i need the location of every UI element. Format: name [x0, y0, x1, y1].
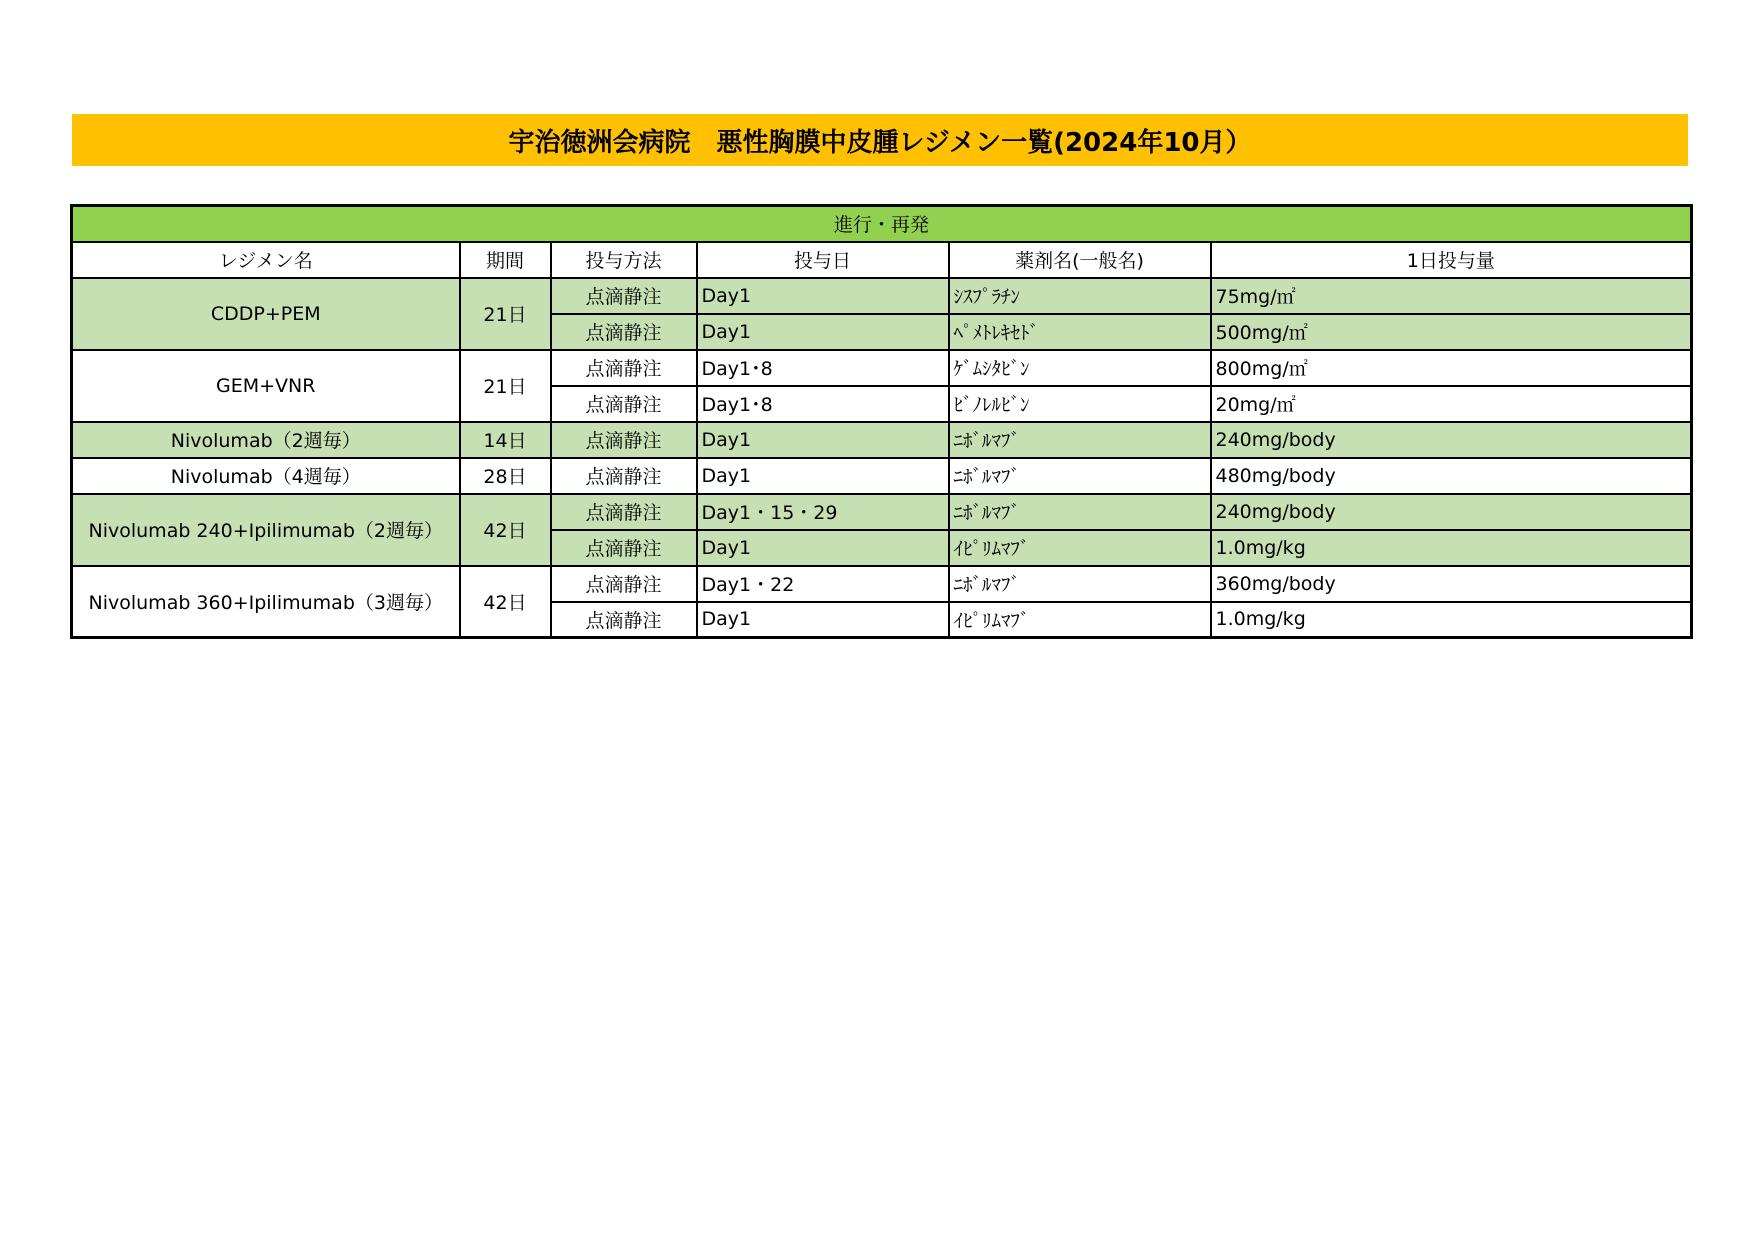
table-row: [72, 566, 1692, 602]
regimen-name-cell: Nivolumab（2週毎）: [72, 422, 460, 458]
header-drug-name: 薬剤名(一般名): [949, 242, 1211, 278]
drug-name-cell: ｼｽﾌﾟﾗﾁﾝ: [949, 278, 1211, 314]
period-cell: 14日: [460, 422, 551, 458]
header-daily-dose: 1日投与量: [1211, 242, 1692, 278]
header-admin-day: 投与日: [697, 242, 949, 278]
method-cell: 点滴静注: [551, 458, 697, 494]
admin-day-cell: Day1: [697, 314, 949, 350]
table-row: [72, 422, 1692, 458]
method-cell: 点滴静注: [551, 350, 697, 386]
regimen-name-cell: CDDP+PEM: [72, 278, 460, 350]
method-cell: 点滴静注: [551, 386, 697, 422]
drug-name-cell: ﾆﾎﾞﾙﾏﾌﾞ: [949, 422, 1211, 458]
regimen-table: [70, 204, 1693, 639]
period-cell: 21日: [460, 350, 551, 422]
drug-name-cell: ﾆﾎﾞﾙﾏﾌﾞ: [949, 494, 1211, 530]
section-title: 進行・再発: [72, 206, 1692, 242]
admin-day-cell: Day1: [697, 530, 949, 566]
admin-day-cell: Day1: [697, 422, 949, 458]
method-cell: 点滴静注: [551, 278, 697, 314]
period-cell: 42日: [460, 566, 551, 638]
daily-dose-cell: 240mg/body: [1211, 494, 1692, 530]
period-cell: 42日: [460, 494, 551, 566]
table-row: [72, 458, 1692, 494]
table-row: [72, 350, 1692, 386]
regimen-name-cell: Nivolumab 240+Ipilimumab（2週毎）: [72, 494, 460, 566]
drug-name-cell: ｲﾋﾟﾘﾑﾏﾌﾞ: [949, 530, 1211, 566]
method-cell: 点滴静注: [551, 566, 697, 602]
table-row: [72, 494, 1692, 530]
daily-dose-cell: 240mg/body: [1211, 422, 1692, 458]
period-cell: 28日: [460, 458, 551, 494]
regimen-name-cell: GEM+VNR: [72, 350, 460, 422]
header-method: 投与方法: [551, 242, 697, 278]
drug-name-cell: ﾆﾎﾞﾙﾏﾌﾞ: [949, 566, 1211, 602]
method-cell: 点滴静注: [551, 530, 697, 566]
method-cell: 点滴静注: [551, 602, 697, 638]
admin-day-cell: Day1・15・29: [697, 494, 949, 530]
header-period: 期間: [460, 242, 551, 278]
admin-day-cell: Day1･8: [697, 350, 949, 386]
regimen-name-cell: Nivolumab（4週毎）: [72, 458, 460, 494]
daily-dose-cell: 480mg/body: [1211, 458, 1692, 494]
admin-day-cell: Day1: [697, 458, 949, 494]
admin-day-cell: Day1: [697, 602, 949, 638]
method-cell: 点滴静注: [551, 494, 697, 530]
daily-dose-cell: 500mg/㎡: [1211, 314, 1692, 350]
drug-name-cell: ｲﾋﾟﾘﾑﾏﾌﾞ: [949, 602, 1211, 638]
daily-dose-cell: 360mg/body: [1211, 566, 1692, 602]
method-cell: 点滴静注: [551, 422, 697, 458]
drug-name-cell: ｹﾞﾑｼﾀﾋﾞﾝ: [949, 350, 1211, 386]
daily-dose-cell: 75mg/㎡: [1211, 278, 1692, 314]
daily-dose-cell: 1.0mg/kg: [1211, 602, 1692, 638]
method-cell: 点滴静注: [551, 314, 697, 350]
header-regimen-name: レジメン名: [72, 242, 460, 278]
daily-dose-cell: 20mg/㎡: [1211, 386, 1692, 422]
page-title: 宇治徳洲会病院 悪性胸膜中皮腫レジメン一覧(2024年10月）: [72, 114, 1688, 166]
section-row: [72, 206, 1692, 242]
daily-dose-cell: 1.0mg/kg: [1211, 530, 1692, 566]
admin-day-cell: Day1･8: [697, 386, 949, 422]
admin-day-cell: Day1・22: [697, 566, 949, 602]
regimen-name-cell: Nivolumab 360+Ipilimumab（3週毎）: [72, 566, 460, 638]
header-row: [72, 242, 1692, 278]
table-row: [72, 278, 1692, 314]
drug-name-cell: ﾋﾞﾉﾚﾙﾋﾞﾝ: [949, 386, 1211, 422]
admin-day-cell: Day1: [697, 278, 949, 314]
drug-name-cell: ﾍﾟﾒﾄﾚｷｾﾄﾞ: [949, 314, 1211, 350]
period-cell: 21日: [460, 278, 551, 350]
daily-dose-cell: 800mg/㎡: [1211, 350, 1692, 386]
drug-name-cell: ﾆﾎﾞﾙﾏﾌﾞ: [949, 458, 1211, 494]
